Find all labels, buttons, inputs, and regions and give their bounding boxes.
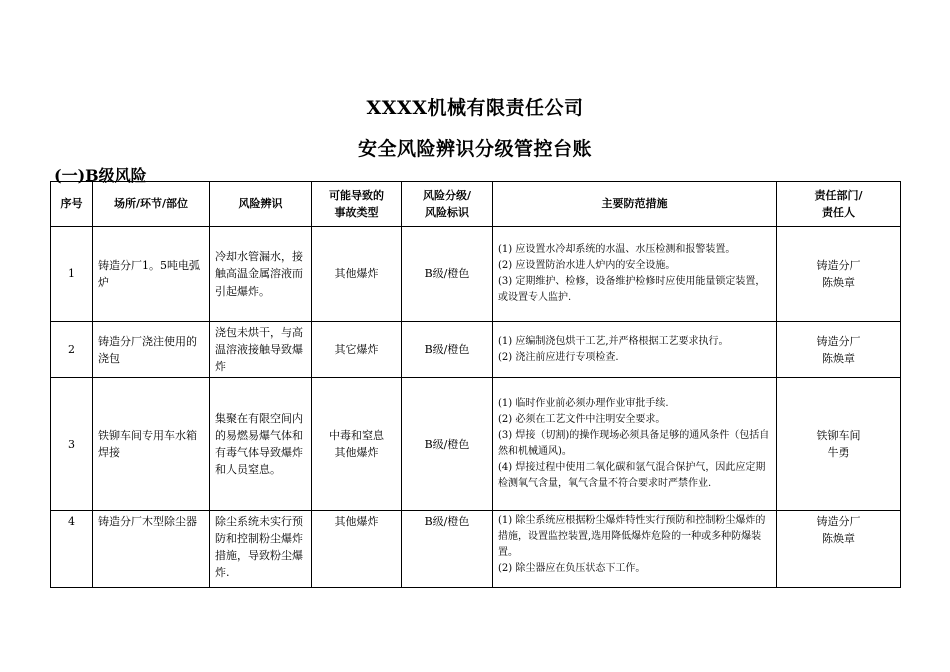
header-accident-line1: 可能导致的: [329, 188, 384, 202]
company-title: XXXX机械有限责任公司: [366, 97, 584, 119]
risk-ledger-table: [50, 181, 901, 588]
measure-item: (2) 必须在工艺文件中注明安全要求。: [498, 414, 666, 426]
row-risk: 集聚在有限空间内的易燃易爆气体和有毒气体导致爆炸和人员窒息。: [210, 378, 312, 511]
header-measures: 主要防范措施: [493, 182, 777, 227]
table-header-row: [51, 182, 901, 227]
row-no: 1: [51, 227, 93, 322]
row-no: 4: [51, 511, 93, 588]
ledger-title: 安全风险辨识分级管控台账: [357, 138, 592, 160]
owner-person: 陈焕章: [822, 276, 855, 289]
row-risk-level: B级/橙色: [402, 322, 493, 378]
owner-dept: 铸造分厂: [816, 258, 861, 272]
row-measures: [493, 511, 777, 588]
row-risk-level: B级/橙色: [402, 378, 493, 511]
owner-dept: 铸造分厂: [816, 515, 861, 529]
row-location: 铸造分厂木型除尘器: [93, 511, 210, 588]
row-risk-level: B级/橙色: [402, 511, 493, 588]
row-location: 铸造分厂1。5吨电弧炉: [93, 227, 210, 322]
measure-item: (3) 定期维护、检修，设备维护检修时应使用能量锁定装置，或设置专人监护.: [498, 276, 766, 303]
row-location: 铸造分厂浇注使用的浇包: [93, 322, 210, 378]
measure-item: (2) 浇注前应进行专项检查.: [498, 351, 619, 363]
measure-item: (1) 应编制浇包烘干工艺,并严格根据工艺要求执行。: [498, 335, 729, 347]
header-level-line2: 风险标识: [425, 206, 469, 219]
measure-item: (3) 焊接（切割)的操作现场必须具备足够的通风条件（包括自 然和机械通风)。: [498, 430, 770, 458]
accident-type-line1: 中毒和窒息: [329, 429, 384, 443]
row-no: 2: [51, 322, 93, 378]
row-owner: [777, 227, 901, 322]
header-risk-level: [402, 182, 493, 227]
table-row: [51, 322, 901, 378]
row-location: 铁铆车间专用车水箱焊接: [93, 378, 210, 511]
header-accident-line2: 事故类型: [334, 206, 379, 219]
accident-type-line1: 其他爆炸: [334, 515, 379, 529]
header-accident-type: [312, 182, 402, 227]
row-risk: 浇包未烘干，与高温溶液接触导致爆炸: [210, 322, 312, 378]
row-measures: [493, 322, 777, 378]
header-location: 场所/环节/部位: [93, 182, 210, 227]
row-no: 3: [51, 378, 93, 511]
row-accident-type: [312, 322, 402, 378]
row-measures: [493, 227, 777, 322]
row-owner: [777, 322, 901, 378]
owner-dept: 铁铆车间: [816, 429, 861, 443]
header-risk: 风险辨识: [210, 182, 312, 227]
measure-item: (4) 焊接过程中使用二氧化碳和氩气混合保护气，因此应定期检测氧气含量，氧气含量不符合要求时严禁作业.: [498, 462, 766, 490]
accident-type-line1: 其它爆炸: [334, 343, 379, 357]
row-risk: 冷却水管漏水，接触高温金属溶液而引起爆炸。: [210, 227, 312, 322]
accident-type-line2: 其他爆炸: [334, 446, 379, 460]
measure-item: (2) 应设置防治水进人炉内的安全设施。: [498, 260, 676, 271]
header-level-line1: 风险分级/: [422, 188, 472, 202]
owner-person: 陈焕章: [822, 351, 855, 365]
row-accident-type: [312, 378, 402, 511]
row-owner: [777, 511, 901, 588]
header-owner-line2: 责任人: [822, 206, 855, 219]
measure-item: (1) 应设置水冷却系统的水温、水压检测和报警装置。: [498, 244, 736, 255]
row-owner: [777, 378, 901, 511]
row-risk-level: B级/橙色: [402, 227, 493, 322]
header-no: 序号: [51, 182, 93, 227]
section-heading: (一)B级风险: [54, 166, 147, 185]
table-row: [51, 378, 901, 511]
header-owner: [777, 182, 901, 227]
row-risk: 除尘系统未实行预防和控制粉尘爆炸措施，导致粉尘爆炸.: [210, 511, 312, 588]
measure-item: (1) 除尘系统应根据粉尘爆炸特性实行预防和控制粉尘爆炸的措施，设置监控装置,选用降低爆炸危险的一种或多种防爆装置。: [498, 515, 766, 559]
owner-person: 陈焕章: [822, 532, 855, 546]
row-accident-type: [312, 227, 402, 322]
accident-type-line1: 其他爆炸: [334, 267, 379, 281]
owner-person: 牛勇: [827, 446, 850, 460]
header-owner-line1: 责任部门/: [814, 188, 863, 202]
row-accident-type: [312, 511, 402, 588]
table-row: [51, 511, 901, 588]
measure-item: (1) 临时作业前必须办理作业审批手续.: [498, 398, 669, 410]
owner-dept: 铸造分厂: [816, 334, 861, 348]
measure-item: (2) 除尘器应在负压状态下工作。: [498, 563, 646, 575]
row-measures: [493, 378, 777, 511]
table-row: [51, 227, 901, 322]
